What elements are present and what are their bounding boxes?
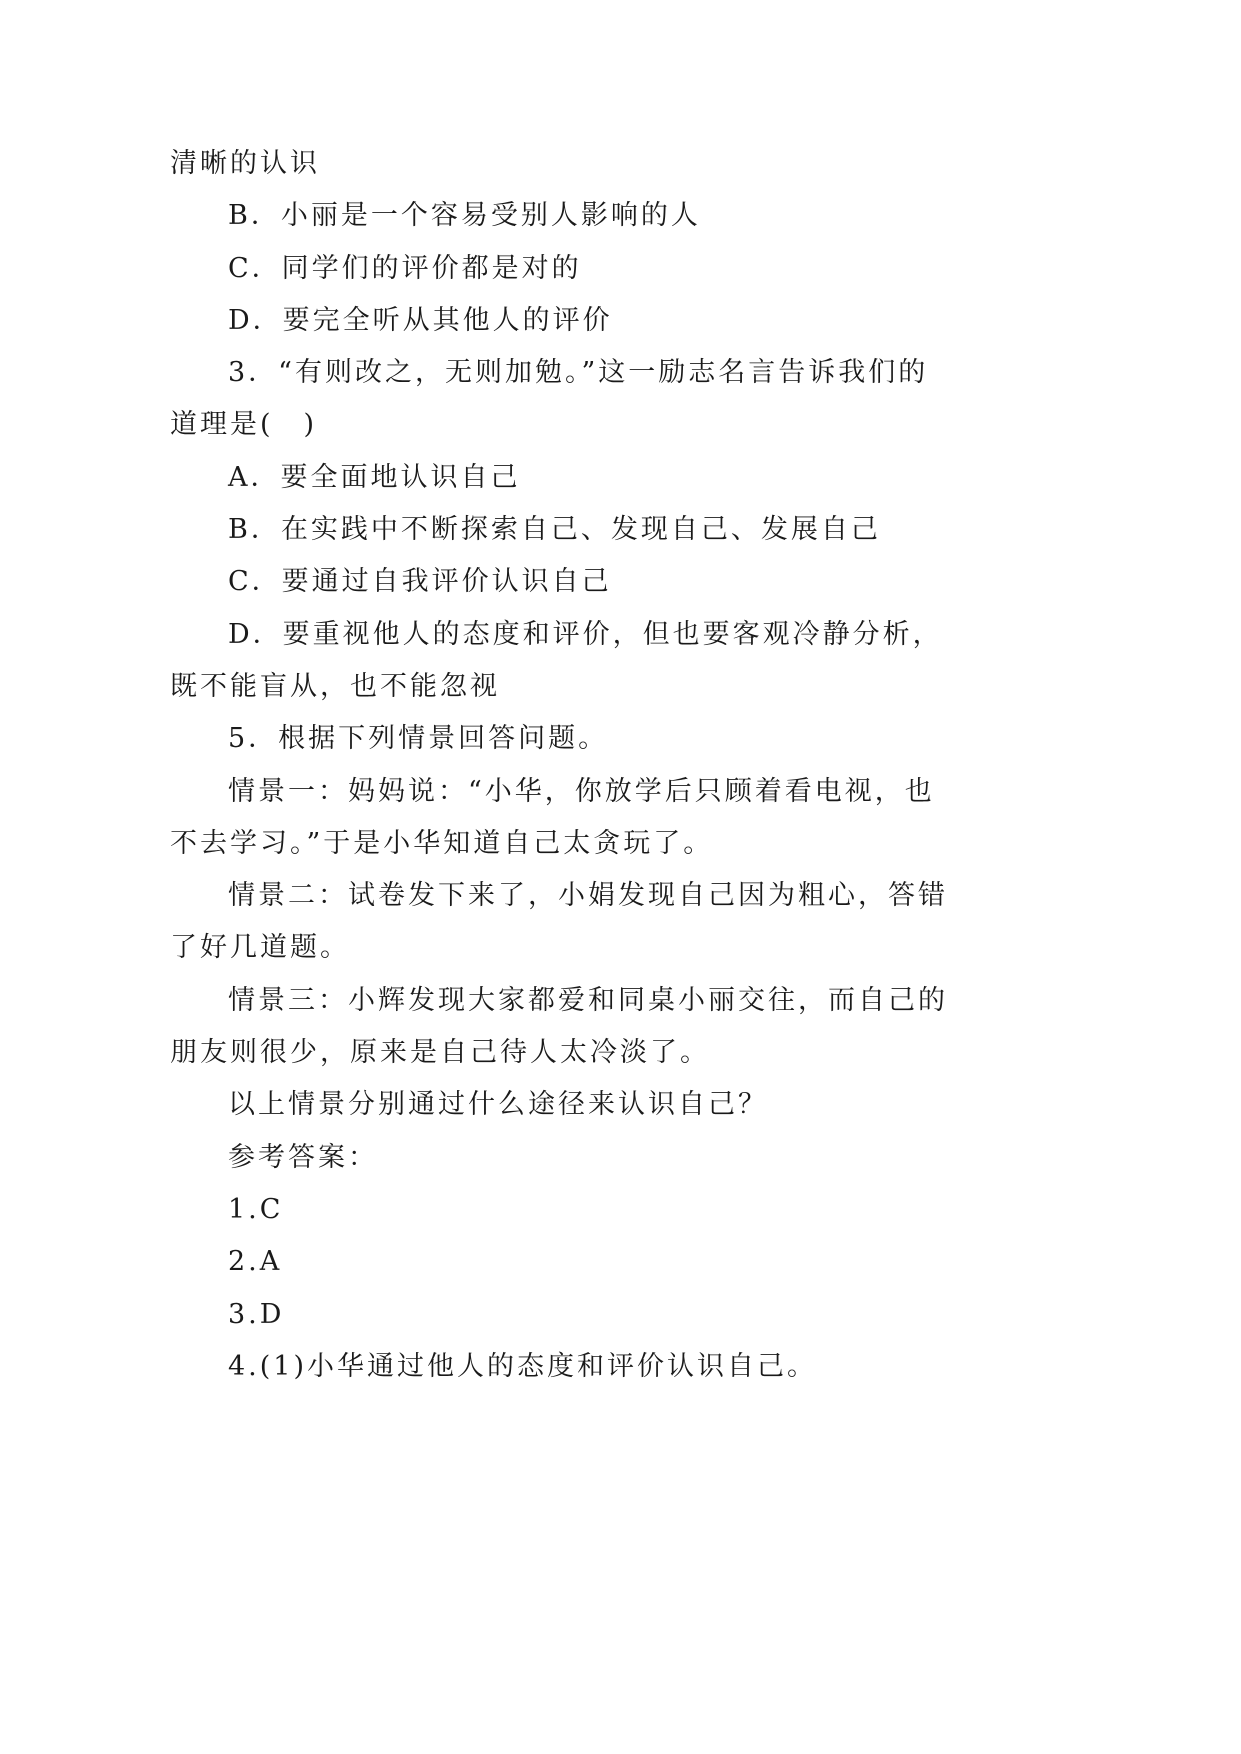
text-line: 2.A <box>228 1246 283 1278</box>
text-line: 道理是( ) <box>170 409 318 441</box>
text-line: 了好几道题。 <box>170 932 350 964</box>
text-line: 情景二：试卷发下来了，小娟发现自己因为粗心，答错 <box>228 880 948 912</box>
text-line: D．要重视他人的态度和评价，但也要客观冷静分析， <box>228 618 943 650</box>
text-line: 情景一：妈妈说：“小华，你放学后只顾着看电视，也 <box>228 775 935 807</box>
text-line: 1.C <box>228 1193 284 1225</box>
text-line: 既不能盲从，也不能忽视 <box>170 670 500 702</box>
text-line: A．要全面地认识自己 <box>228 461 521 493</box>
text-line: B．小丽是一个容易受别人影响的人 <box>228 200 701 232</box>
text-line: 4.(1)小华通过他人的态度和评价认识自己。 <box>228 1350 818 1382</box>
text-line: 参考答案： <box>228 1141 378 1173</box>
text-line: B．在实践中不断探索自己、发现自己、发展自己 <box>228 514 881 546</box>
text-line: D．要完全听从其他人的评价 <box>228 304 613 336</box>
text-line: 朋友则很少，原来是自己待人太冷淡了。 <box>170 1037 710 1069</box>
text-line: 以上情景分别通过什么途径来认识自己？ <box>228 1089 768 1121</box>
text-line: 不去学习。”于是小华知道自己太贪玩了。 <box>170 827 714 859</box>
text-line: C．同学们的评价都是对的 <box>228 252 582 284</box>
text-line: 情景三：小辉发现大家都爱和同桌小丽交往，而自己的 <box>228 984 948 1016</box>
text-line: C．要通过自我评价认识自己 <box>228 566 612 598</box>
text-line: 清晰的认识 <box>170 148 320 179</box>
text-line: 3.D <box>228 1298 285 1330</box>
text-line: 5．根据下列情景回答问题。 <box>228 723 609 755</box>
document-body <box>170 138 948 1393</box>
text-line: 3．“有则改之，无则加勉。”这一励志名言告诉我们的 <box>228 357 929 389</box>
